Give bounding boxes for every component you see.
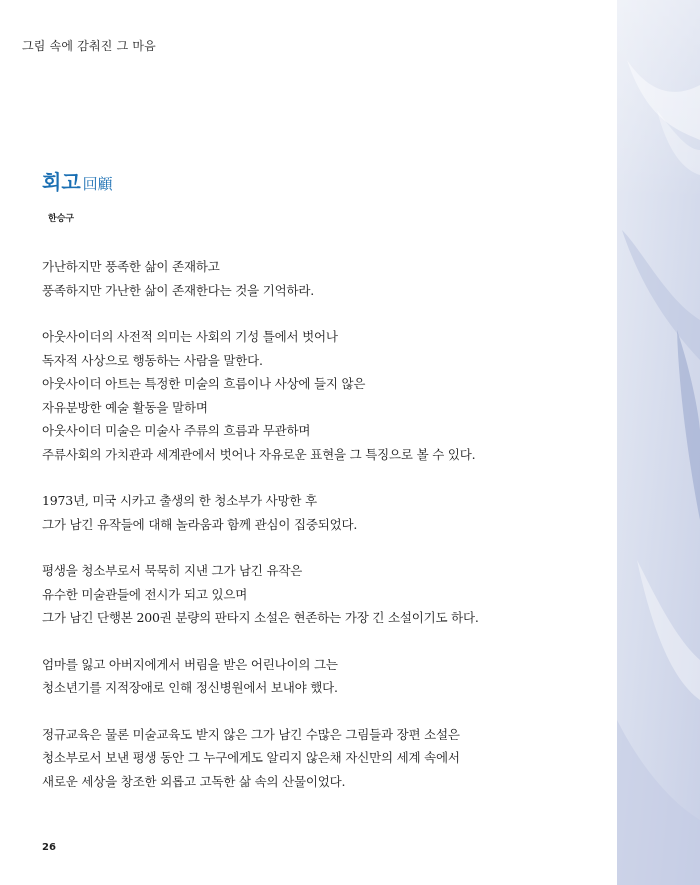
running-header: 그림 속에 감춰진 그 마음 [22, 39, 156, 53]
decorative-side-image [617, 0, 700, 885]
text-line: 그가 남긴 유작들에 대해 놀라움과 함께 관심이 집중되었다. [42, 516, 358, 532]
text-line: 독자적 사상으로 행동하는 사람을 말한다. [42, 352, 263, 368]
text-line: 그가 남긴 단행본 200권 분량의 판타지 소설은 현존하는 가장 긴 소설이기도 하다. [42, 610, 479, 625]
paragraph [42, 653, 582, 700]
side-image-graphic [617, 0, 700, 885]
text-line: 주류사회의 가치관과 세계관에서 벗어나 자유로운 표현을 그 특징으로 볼 수 있다. [42, 446, 476, 462]
article-title [42, 166, 113, 195]
author-name: 한승구 [48, 214, 75, 224]
text-line: 청소부로서 보낸 평생 동안 그 누구에게도 알리지 않은채 자신만의 세계 속에서 [42, 750, 460, 765]
article-body [42, 255, 582, 816]
page-number: 26 [42, 842, 56, 853]
text-line: 자유분방한 예술 활동을 말하며 [42, 399, 208, 415]
title-hanja: 回顧 [82, 175, 113, 193]
text-line: 아웃사이더의 사전적 의미는 사회의 기성 틀에서 벗어나 [42, 329, 338, 344]
text-line: 새로운 세상을 창조한 외롭고 고독한 삶 속의 산물이었다. [42, 773, 346, 789]
paragraph [42, 325, 582, 466]
text-line: 유수한 미술관들에 전시가 되고 있으며 [42, 586, 248, 602]
text-line: 풍족하지만 가난한 삶이 존재한다는 것을 기억하라. [42, 282, 315, 298]
paragraph [42, 723, 582, 794]
paragraph [42, 255, 582, 302]
title-korean: 회고 [42, 170, 81, 194]
text-line: 아웃사이더 아트는 특정한 미술의 흐름이나 사상에 들지 않은 [42, 376, 366, 391]
text-line: 정규교육은 물론 미술교육도 받지 않은 그가 남긴 수많은 그림들과 장편 소설은 [42, 726, 460, 742]
text-line: 청소년기를 지적장애로 인해 정신병원에서 보내야 했다. [42, 680, 338, 695]
text-line: 1973년, 미국 시카고 출생의 한 청소부가 사망한 후 [42, 493, 317, 508]
text-line: 아웃사이더 미술은 미술사 주류의 흐름과 무관하며 [42, 423, 311, 438]
paragraph [42, 559, 582, 630]
text-line: 가난하지만 풍족한 삶이 존재하고 [42, 259, 220, 274]
text-line: 평생을 청소부로서 묵묵히 지낸 그가 남긴 유작은 [42, 563, 303, 578]
paragraph [42, 489, 582, 536]
text-line: 엄마를 잃고 아버지에게서 버림을 받은 어린나이의 그는 [42, 656, 338, 672]
